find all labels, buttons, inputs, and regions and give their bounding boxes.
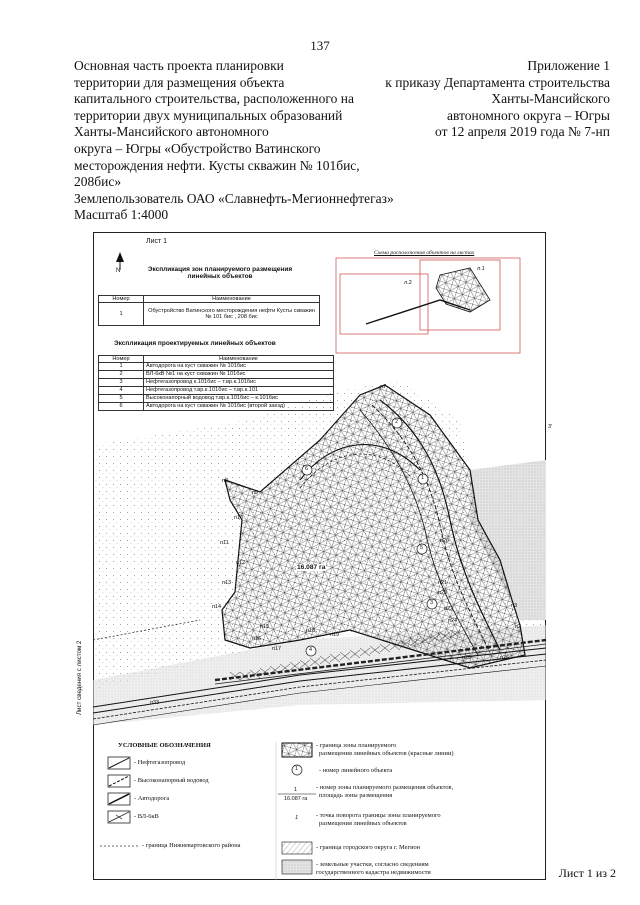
header-left-line: месторождения нефти. Кусты скважин № 101бис, xyxy=(74,157,360,173)
table-row xyxy=(99,403,334,411)
sheet-title: Лист 1 xyxy=(146,238,168,245)
legend-item: - Высоконапорный водовод xyxy=(134,777,209,784)
table-cell: 1 xyxy=(99,363,144,371)
table1-col-name: Наименование xyxy=(144,296,320,303)
point-label: п24 xyxy=(448,618,458,624)
legend-item: размещения линейных объектов (красные линии) xyxy=(319,750,454,757)
table1-title: Экспликация зон планируемого размещения линейных объектов xyxy=(147,266,293,280)
footer-sheet-count: Лист 1 из 2 xyxy=(558,866,616,880)
table-row xyxy=(99,387,334,395)
point-label: 3' xyxy=(548,424,553,430)
table-cell: Нефтегазопровод к.101бис – т.вр.к.101бис xyxy=(144,379,334,387)
object-number: 3 xyxy=(430,600,434,606)
table-cell: Нефтегазопровод т.вр.к.101бис – т.вр.к.101 xyxy=(144,387,334,395)
point-label: п15 xyxy=(260,624,270,630)
table2-col-number: Номер xyxy=(99,356,144,363)
table-row xyxy=(99,363,334,371)
legend-item: - номер линейного объекта xyxy=(319,767,393,774)
header-left-line: капитального строительства, расположенного на xyxy=(74,91,354,107)
legend-item: размещения линейных объектов xyxy=(319,820,407,827)
point-label: п20 xyxy=(440,538,450,544)
table-cell: 6 xyxy=(99,403,144,411)
table-cell: 3 xyxy=(99,379,144,387)
north-label: N xyxy=(116,268,121,274)
object-number: 6 xyxy=(305,466,309,472)
table-cell: 1 xyxy=(99,303,144,326)
point-label: п18 xyxy=(306,628,316,634)
table-cell: Обустройство Ватинского месторождения нефти Кусты скважин № 101 бис , 208 бис xyxy=(144,303,320,326)
table1 xyxy=(98,295,320,326)
object-number: 2 xyxy=(395,419,399,425)
table-row xyxy=(99,379,334,387)
header-left-line: округа – Югры «Обустройство Ватинского xyxy=(74,140,321,156)
point-label: п3 xyxy=(511,603,518,609)
table-row xyxy=(99,303,320,326)
table-cell: 2 xyxy=(99,371,144,379)
table-cell: Автодорога на куст скважин № 101бис xyxy=(144,363,334,371)
zone-area-label: 16.087 га xyxy=(297,564,326,571)
legend-item: - ВЛ-6кВ xyxy=(134,813,159,820)
header-right-line: к приказу Департамента строительства xyxy=(385,74,610,90)
legend-item: - Автодорога xyxy=(134,795,170,802)
legend-item: государственного кадастра недвижимости xyxy=(316,869,431,876)
header-right-line: Приложение 1 xyxy=(527,58,610,73)
inset-label: л.2 xyxy=(404,280,412,286)
legend-item: площадь зоны размещения xyxy=(319,792,393,799)
table2-col-name: Наименование xyxy=(144,356,334,363)
point-label: п2 xyxy=(515,624,522,630)
point-label: п11 xyxy=(220,540,229,546)
side-caption: Лист сведения с листом 2 xyxy=(76,640,83,715)
header-left-line: территории для размещения объекта xyxy=(74,74,285,90)
header-left-line: Масштаб 1:4000 xyxy=(74,207,169,223)
legend-item: - земельные участки, согласно сведениям xyxy=(316,861,429,868)
table-cell: Высоконапорный водовод т.вр.к.101бис – к.101бис xyxy=(144,395,334,403)
inset-sketch xyxy=(336,258,520,353)
point-label: п13 xyxy=(222,580,232,586)
point-label: п26 xyxy=(500,655,510,661)
point-label: п17 xyxy=(272,646,282,652)
object-number: 4 xyxy=(309,647,313,653)
legend-item: - точка поворота границы зоны планируемого xyxy=(316,812,441,819)
legend-title: УСЛОВНЫЕ ОБОЗНАЧЕНИЯ xyxy=(118,742,211,749)
header-left-line: 208бис» xyxy=(74,174,122,190)
point-label: п25 xyxy=(462,655,472,661)
table2 xyxy=(98,355,334,411)
point-label: п19 xyxy=(330,632,340,638)
page-number: 137 xyxy=(310,38,330,53)
header-right-line: Ханты-Мансийского xyxy=(491,91,610,107)
table-cell: Автодорога на куст скважин № 101бис (второй заезд) xyxy=(144,403,334,411)
legend-item: - граница городского округа г. Мегион xyxy=(316,844,421,851)
point-label: п12 xyxy=(236,560,246,566)
legend-sample-point: 1 xyxy=(295,815,299,821)
header-right-line: автономного округа – Югры xyxy=(447,107,610,123)
legend-item: - граница зоны планируемого xyxy=(316,742,397,749)
table-row xyxy=(99,395,334,403)
legend-item: - граница Нижневартовского района xyxy=(142,842,241,849)
point-label: п33 xyxy=(150,700,160,706)
point-label: п14 xyxy=(212,604,222,610)
table-cell: ВЛ-6кВ №1 на куст скважин № 101бис xyxy=(144,371,334,379)
header-left-line: Основная часть проекта планировки xyxy=(74,58,284,73)
legend-item: - номер зоны планируемого размещения объектов, xyxy=(316,784,454,791)
legend-sample-number: 1 xyxy=(295,766,299,772)
header-left-line: Ханты-Мансийского автономного xyxy=(74,124,269,140)
point-label: п9 xyxy=(252,490,259,496)
legend-sample-number: 1 xyxy=(294,787,298,793)
table1-col-number: Номер xyxy=(99,296,144,303)
legend-sample-area: 16.087 га xyxy=(284,796,308,802)
header-right-line: от 12 апреля 2019 года № 7-нп xyxy=(435,124,610,140)
table-row xyxy=(99,371,334,379)
table2-title: Экспликация проектируемых линейных объектов xyxy=(114,340,276,347)
table-cell: 5 xyxy=(99,395,144,403)
object-number: 1 xyxy=(421,475,425,481)
point-label: п7 xyxy=(380,384,387,390)
point-label: п21 xyxy=(438,580,448,586)
header-left-line: Землепользователь ОАО «Славнефть-Мегионнефтегаз» xyxy=(74,190,394,206)
header-left-line: территории двух муниципальных образований xyxy=(74,107,343,123)
point-label: п8 xyxy=(222,478,229,484)
legend-item: - Нефтегазопровод xyxy=(134,759,186,766)
point-label: п22 xyxy=(444,606,454,612)
point-label: п23 xyxy=(438,590,448,596)
point-label: п10 xyxy=(234,515,244,521)
inset-title: Схема расположения объектов на листах xyxy=(374,250,475,256)
object-number: 5 xyxy=(420,545,424,551)
legend-symbols xyxy=(100,743,316,874)
point-label: п16 xyxy=(252,636,262,642)
table-cell: 4 xyxy=(99,387,144,395)
inset-label: л.1 xyxy=(477,266,485,272)
